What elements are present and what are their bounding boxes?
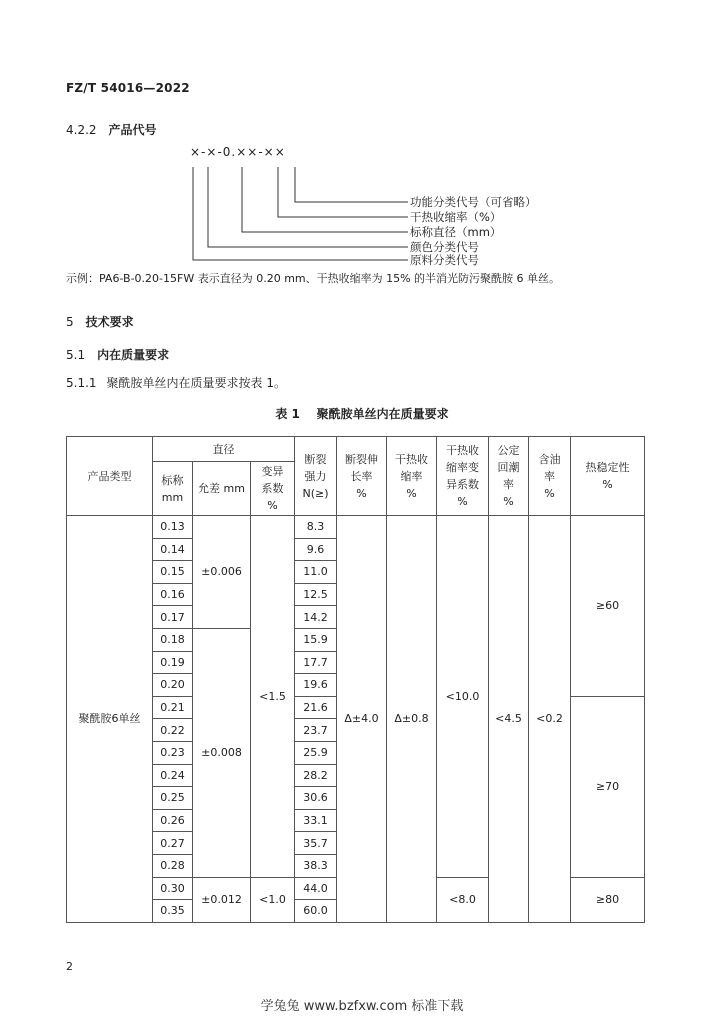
- variation-cell: <1.0: [251, 877, 295, 922]
- heat-stability-cell: ≥60: [571, 516, 645, 697]
- header-shrinkage: 干热收 缩率 %: [387, 437, 437, 516]
- header-product-type: 产品类型: [67, 437, 153, 516]
- product-code-pattern: ×-×-0.××-××: [190, 145, 286, 159]
- elongation-cell: Δ±4.0: [337, 516, 387, 923]
- nominal-diameter-cell: 0.19: [153, 651, 193, 674]
- breaking-strength-cell: 35.7: [295, 832, 337, 855]
- tolerance-cell: ±0.012: [193, 877, 251, 922]
- nominal-diameter-cell: 0.21: [153, 696, 193, 719]
- breaking-strength-cell: 28.2: [295, 764, 337, 787]
- header-shrinkage-cv: 干热收 缩率变 异系数 %: [437, 437, 489, 516]
- breaking-strength-cell: 8.3: [295, 516, 337, 539]
- nominal-diameter-cell: 0.15: [153, 561, 193, 584]
- breaking-strength-cell: 21.6: [295, 696, 337, 719]
- footer-watermark: 学兔兔 www.bzfxw.com 标准下载: [260, 999, 464, 1014]
- header-diameter: 直径: [153, 437, 295, 462]
- breaking-strength-cell: 19.6: [295, 674, 337, 697]
- breaking-strength-cell: 9.6: [295, 538, 337, 561]
- nominal-diameter-cell: 0.14: [153, 538, 193, 561]
- breaking-strength-cell: 15.9: [295, 628, 337, 651]
- nominal-diameter-cell: 0.24: [153, 764, 193, 787]
- breaking-strength-cell: 11.0: [295, 561, 337, 584]
- breaking-strength-cell: 12.5: [295, 583, 337, 606]
- header-nominal: 标称 mm: [153, 462, 193, 516]
- section-number: 4.2.2: [66, 123, 97, 137]
- code-label-shrinkage: 干热收缩率（%）: [410, 210, 502, 224]
- oil-content-cell: <0.2: [529, 516, 571, 923]
- nominal-diameter-cell: 0.20: [153, 674, 193, 697]
- example-note: 示例：PA6-B-0.20-15FW 表示直径为 0.20 mm、干热收缩率为 15% 的半消光防污聚酰胺 6 单丝。: [66, 272, 561, 285]
- section-number: 5.1.1: [66, 376, 97, 390]
- header-heat-stability: 热稳定性 %: [571, 437, 645, 516]
- shrinkage-cell: Δ±0.8: [387, 516, 437, 923]
- nominal-diameter-cell: 0.18: [153, 628, 193, 651]
- nominal-diameter-cell: 0.22: [153, 719, 193, 742]
- moisture-regain-cell: <4.5: [489, 516, 529, 923]
- nominal-diameter-cell: 0.27: [153, 832, 193, 855]
- product-name-cell: 聚酰胺6单丝: [67, 516, 153, 923]
- table-title: 表 1 聚酰胺单丝内在质量要求: [275, 407, 449, 421]
- breaking-strength-cell: 14.2: [295, 606, 337, 629]
- page-number: 2: [66, 960, 73, 973]
- code-label-function: 功能分类代号（可省略）: [410, 195, 537, 209]
- breaking-strength-cell: 60.0: [295, 900, 337, 923]
- shrinkage-cv-cell: <10.0: [437, 516, 489, 878]
- section-5-1-heading: [66, 346, 169, 363]
- tolerance-cell: ±0.008: [193, 628, 251, 877]
- section-title: 产品代号: [108, 123, 157, 137]
- section-4-2-2-heading: [66, 121, 157, 138]
- header-moisture-regain: 公定 回潮 率 %: [489, 437, 529, 516]
- code-leader-lines: [180, 160, 420, 270]
- nominal-diameter-cell: 0.17: [153, 606, 193, 629]
- section-number: 5.1: [66, 348, 86, 362]
- header-elongation: 断裂伸 长率 %: [337, 437, 387, 516]
- nominal-diameter-cell: 0.30: [153, 877, 193, 900]
- tolerance-cell: ±0.006: [193, 516, 251, 629]
- nominal-diameter-cell: 0.23: [153, 741, 193, 764]
- section-5-1-1-paragraph: [66, 374, 286, 391]
- section-title: 内在质量要求: [97, 348, 170, 362]
- quality-requirements-table: [66, 436, 645, 923]
- header-breaking-strength: 断裂 强力 N(≥): [295, 437, 337, 516]
- nominal-diameter-cell: 0.25: [153, 787, 193, 810]
- breaking-strength-cell: 17.7: [295, 651, 337, 674]
- nominal-diameter-cell: 0.28: [153, 854, 193, 877]
- breaking-strength-cell: 44.0: [295, 877, 337, 900]
- header-oil-content: 含油 率 %: [529, 437, 571, 516]
- section-5-heading: [66, 313, 134, 330]
- header-variation: 变异 系数 %: [251, 462, 295, 516]
- section-number: 5: [66, 315, 74, 329]
- heat-stability-cell: ≥70: [571, 696, 645, 877]
- breaking-strength-cell: 30.6: [295, 787, 337, 810]
- header-tolerance: 允差 mm: [193, 462, 251, 516]
- section-title: 技术要求: [85, 315, 134, 329]
- code-label-color: 颜色分类代号: [410, 240, 479, 254]
- nominal-diameter-cell: 0.16: [153, 583, 193, 606]
- paragraph-text: 聚酰胺单丝内在质量要求按表 1。: [106, 376, 286, 390]
- nominal-diameter-cell: 0.26: [153, 809, 193, 832]
- breaking-strength-cell: 23.7: [295, 719, 337, 742]
- code-label-material: 原料分类代号: [410, 253, 479, 267]
- breaking-strength-cell: 33.1: [295, 809, 337, 832]
- breaking-strength-cell: 25.9: [295, 741, 337, 764]
- nominal-diameter-cell: 0.35: [153, 900, 193, 923]
- nominal-diameter-cell: 0.13: [153, 516, 193, 539]
- variation-cell: <1.5: [251, 516, 295, 878]
- shrinkage-cv-cell: <8.0: [437, 877, 489, 922]
- breaking-strength-cell: 38.3: [295, 854, 337, 877]
- heat-stability-cell: ≥80: [571, 877, 645, 922]
- code-label-diameter: 标称直径（mm）: [410, 225, 502, 239]
- standard-code: FZ/T 54016—2022: [66, 81, 190, 95]
- table-row: [67, 516, 645, 539]
